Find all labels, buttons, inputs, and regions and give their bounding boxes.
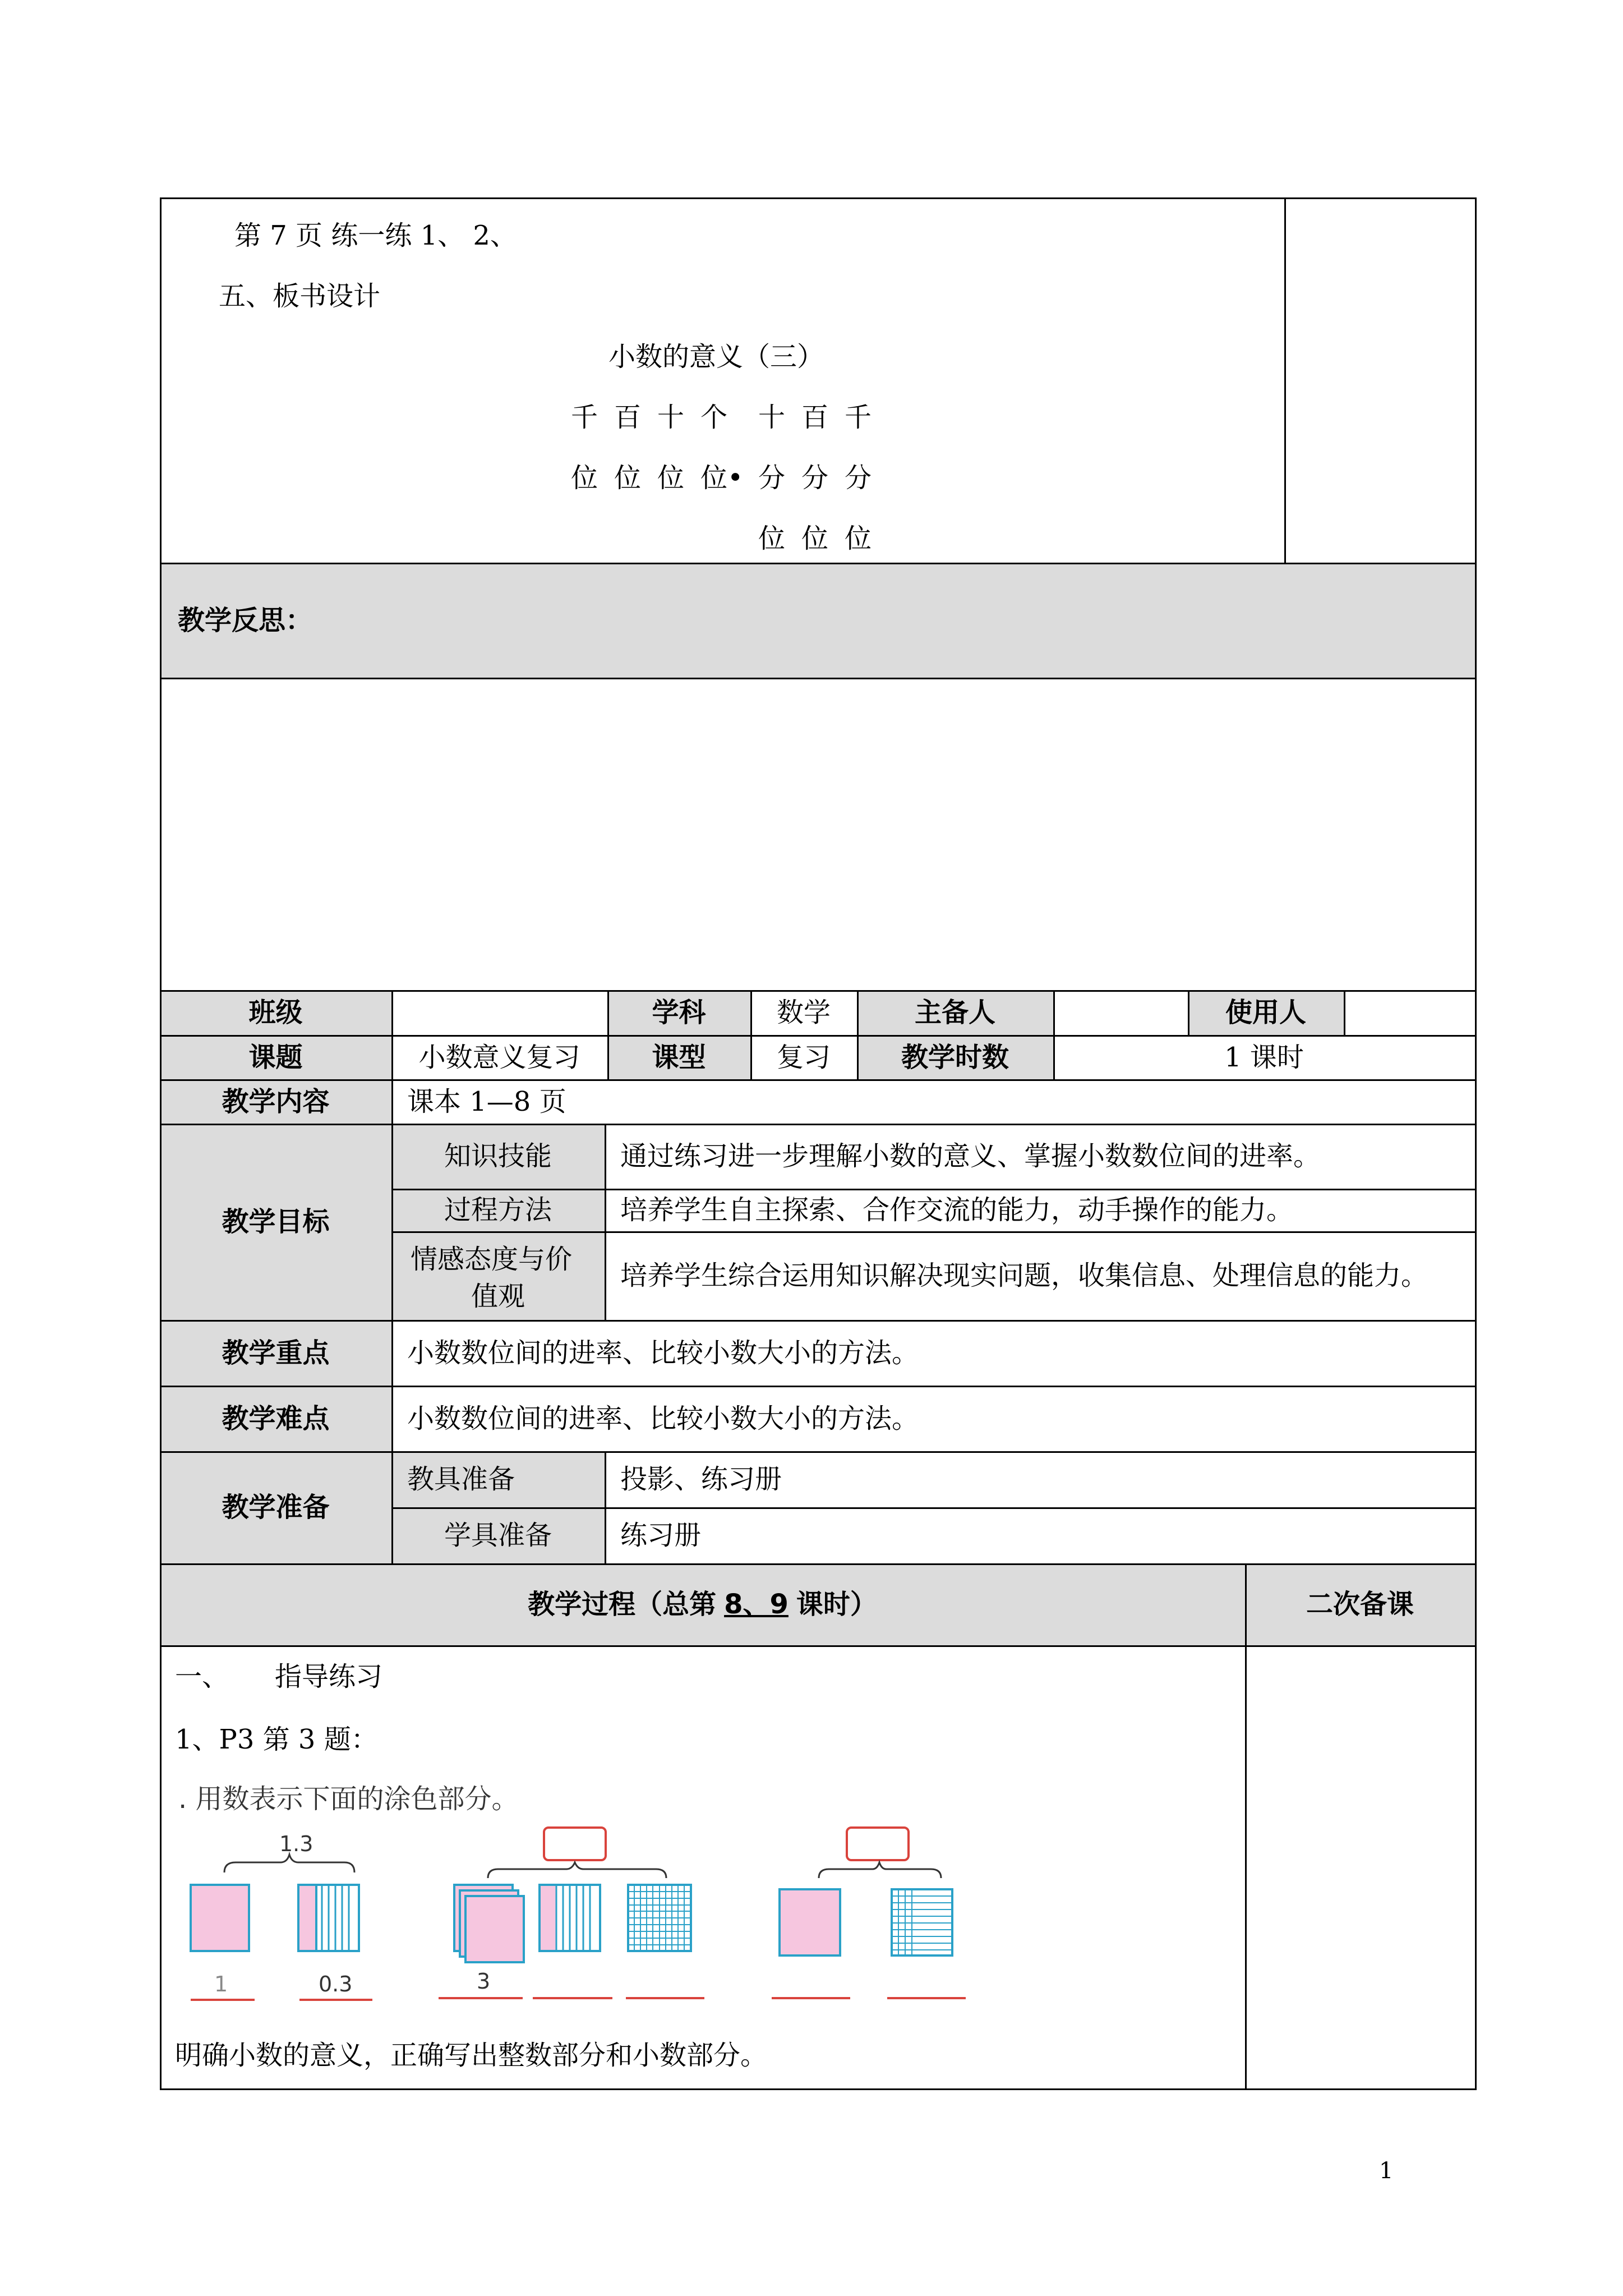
rule: [160, 1386, 1477, 1387]
tenths-lines-1: [322, 1885, 349, 1951]
rule: [160, 1124, 1477, 1125]
goal-knowledge-label: 知识技能: [444, 1140, 552, 1172]
summary-text: 明确小数的意义，正确写出整数部分和小数部分。: [175, 2040, 768, 2071]
board-cell: 位: [845, 523, 872, 554]
hundredths-grid-3: [892, 1889, 952, 1955]
brace-2: [488, 1862, 666, 1878]
prep-label-cell: [160, 1451, 391, 1563]
goal-emotion-label-line2: 值观: [471, 1281, 525, 1312]
lead-label-cell: [857, 990, 1053, 1035]
content-value-cell: [391, 1079, 1475, 1124]
goal-label-cell: [160, 1124, 391, 1320]
type-value: 复习: [776, 1041, 831, 1073]
subject-value-cell: [750, 990, 857, 1035]
class-value-cell: [391, 990, 607, 1035]
figure-label-whole: 1: [214, 1972, 228, 1996]
goal-process-value: 培养学生自主探索、合作交流的能力，动手操作的能力。: [620, 1194, 1294, 1226]
board-cell: 十: [657, 402, 685, 433]
rule: [605, 1451, 606, 1563]
type-value-cell: [750, 1035, 857, 1079]
key-label: 教学重点: [222, 1337, 330, 1369]
rule: [391, 1507, 1477, 1509]
prep-label: 教学准备: [222, 1492, 330, 1523]
stack-square-a: [465, 1896, 524, 1962]
user-label: 使用人: [1225, 997, 1306, 1028]
rule: [160, 678, 1477, 679]
goal-label: 教学目标: [222, 1206, 330, 1237]
whole-square-3: [780, 1889, 840, 1955]
rule: [160, 1320, 1477, 1322]
goal-process-value-cell: [605, 1189, 1475, 1231]
figure-label-total: 1.3: [279, 1832, 313, 1856]
rule: [160, 1079, 1477, 1081]
rule: [1284, 197, 1286, 563]
board-cell: 位: [657, 462, 685, 494]
board-cell: 个: [700, 402, 728, 433]
difficulty-value-cell: [391, 1386, 1475, 1451]
rule: [160, 197, 1477, 199]
answer-box-3: [847, 1828, 909, 1860]
rule: [750, 990, 752, 1079]
prep-student-value-cell: [605, 1507, 1475, 1563]
process-title-hours: 8、9: [724, 1589, 789, 1620]
rule: [160, 990, 1477, 992]
key-value-cell: [391, 1320, 1475, 1386]
lead-label: 主备人: [914, 997, 995, 1028]
hours-value: 1 课时: [1224, 1041, 1304, 1073]
answer-box-2: [544, 1828, 606, 1860]
board-design-heading: 五、板书设计: [219, 280, 381, 312]
goal-emotion-value-cell: [605, 1231, 1475, 1320]
prep-teacher-value: 投影、练习册: [620, 1464, 782, 1495]
key-label-cell: [160, 1320, 391, 1386]
rule: [1053, 990, 1055, 1079]
board-cell: 百: [614, 402, 642, 433]
content-label-cell: [160, 1079, 391, 1124]
board-cell: 位: [801, 523, 829, 554]
subject-value: 数学: [776, 997, 831, 1028]
goal-process-label-cell: [391, 1189, 605, 1231]
goal-knowledge-value-cell: [605, 1124, 1475, 1189]
goal-emotion-label-line1: 情感态度与价: [411, 1244, 573, 1275]
page-number: 1: [1379, 2158, 1394, 2184]
board-cell: 千: [571, 402, 598, 433]
board-cell: 分: [758, 462, 786, 494]
goal-emotion-value: 培养学生综合运用知识解决现实问题，收集信息、处理信息的能力。: [620, 1260, 1428, 1291]
rule: [160, 2088, 1477, 2090]
reflection-body: [160, 678, 1475, 990]
exercise-figure: [179, 1823, 976, 2008]
process-title-prefix: 教学过程（总第: [528, 1589, 717, 1620]
type-label-cell: [607, 1035, 750, 1079]
step1-title: 指导练习: [275, 1661, 383, 1692]
board-cell: 百: [801, 402, 829, 433]
goal-knowledge-label-cell: [391, 1124, 605, 1189]
subject-label-cell: [607, 990, 750, 1035]
user-value-cell: [1344, 990, 1475, 1035]
board-cell: 分: [801, 462, 829, 494]
rule: [1188, 990, 1189, 1035]
brace-3: [819, 1862, 941, 1878]
board-cell: 千: [845, 402, 872, 433]
brace-1: [224, 1855, 354, 1872]
prep-student-label-cell: [391, 1507, 605, 1563]
goal-emotion-label-cell: [391, 1231, 605, 1320]
difficulty-label-cell: [160, 1386, 391, 1451]
goal-knowledge-value: 通过练习进一步理解小数的意义、掌握小数数位间的进率。: [620, 1140, 1321, 1172]
key-value: 小数数位间的进率、比较小数大小的方法。: [407, 1337, 919, 1369]
hours-value-cell: [1053, 1035, 1475, 1079]
board-cell: 位: [758, 523, 786, 554]
rule: [391, 1189, 1477, 1190]
prep-student-value: 练习册: [620, 1520, 702, 1551]
tenths-lines-2: [556, 1885, 590, 1951]
hours-label: 教学时数: [901, 1041, 1009, 1073]
exercise-prompt: . 用数表示下面的涂色部分。: [178, 1783, 519, 1815]
step1-number: 一、: [175, 1661, 229, 1692]
lead-value-cell: [1053, 990, 1188, 1035]
prep-teacher-value-cell: [605, 1451, 1475, 1507]
top-section: [160, 197, 1475, 563]
rule: [160, 1451, 1477, 1453]
second-prep-label: 二次备课: [1306, 1589, 1414, 1620]
class-label: 班级: [248, 997, 303, 1028]
rule: [607, 990, 609, 1079]
hours-label-cell: [857, 1035, 1053, 1079]
reflection-header: [160, 563, 1475, 678]
topic-value-cell: [391, 1035, 607, 1079]
prep-student-label: 学具准备: [444, 1520, 552, 1551]
prep-teacher-label: 教具准备: [407, 1464, 515, 1495]
content-label: 教学内容: [222, 1085, 330, 1117]
rule: [1475, 197, 1477, 2090]
difficulty-value: 小数数位间的进率、比较小数大小的方法。: [407, 1402, 919, 1434]
class-label-cell: [160, 990, 391, 1035]
figure-label-decimal: 0.3: [319, 1972, 353, 1996]
rule: [160, 197, 162, 2090]
content-value: 课本 1—8 页: [407, 1085, 566, 1117]
item1-label: 1、P3 第 3 题：: [175, 1724, 378, 1755]
rule: [391, 990, 393, 1563]
board-cell: 位: [614, 462, 642, 494]
tenths-square-1-shaded: [298, 1885, 316, 1951]
board-cell: 位: [571, 462, 598, 494]
rule: [605, 1124, 606, 1320]
rule: [160, 1035, 1477, 1037]
hundredths-grid: [628, 1885, 691, 1951]
figure-label-three: 3: [477, 1969, 491, 1994]
second-prep-cell: [1245, 1563, 1475, 1645]
process-header-cell: [160, 1563, 1245, 1645]
topic-value: 小数意义复习: [418, 1041, 580, 1073]
board-cell: 位•: [700, 462, 744, 494]
type-label: 课型: [652, 1041, 706, 1073]
rule: [1344, 990, 1345, 1035]
subject-label: 学科: [652, 997, 706, 1028]
difficulty-label: 教学难点: [222, 1402, 330, 1434]
rule: [160, 1645, 1477, 1647]
whole-square-1: [191, 1885, 249, 1951]
rule: [391, 1231, 1477, 1233]
rule: [1245, 1563, 1247, 2088]
tenths-square-2-shaded: [540, 1885, 556, 1951]
goal-process-label: 过程方法: [444, 1194, 552, 1226]
rule: [857, 990, 859, 1079]
board-cell: 十: [758, 402, 786, 433]
prep-teacher-label-cell: [391, 1451, 605, 1507]
board-cell: 分: [845, 462, 872, 494]
user-label-cell: [1188, 990, 1344, 1035]
topic-label: 课题: [248, 1041, 303, 1073]
board-title: 小数的意义（三）: [608, 341, 824, 372]
rule: [160, 563, 1477, 564]
rule: [160, 1563, 1477, 1565]
topic-label-cell: [160, 1035, 391, 1079]
reflection-label: 教学反思：: [178, 604, 313, 636]
process-title-suffix: 课时）: [796, 1589, 877, 1620]
process-title: [528, 1591, 877, 1618]
second-prep-body-cell: [1245, 1645, 1475, 2088]
exercise-ref: 第 7 页 练一练 1、 2、: [234, 220, 517, 251]
